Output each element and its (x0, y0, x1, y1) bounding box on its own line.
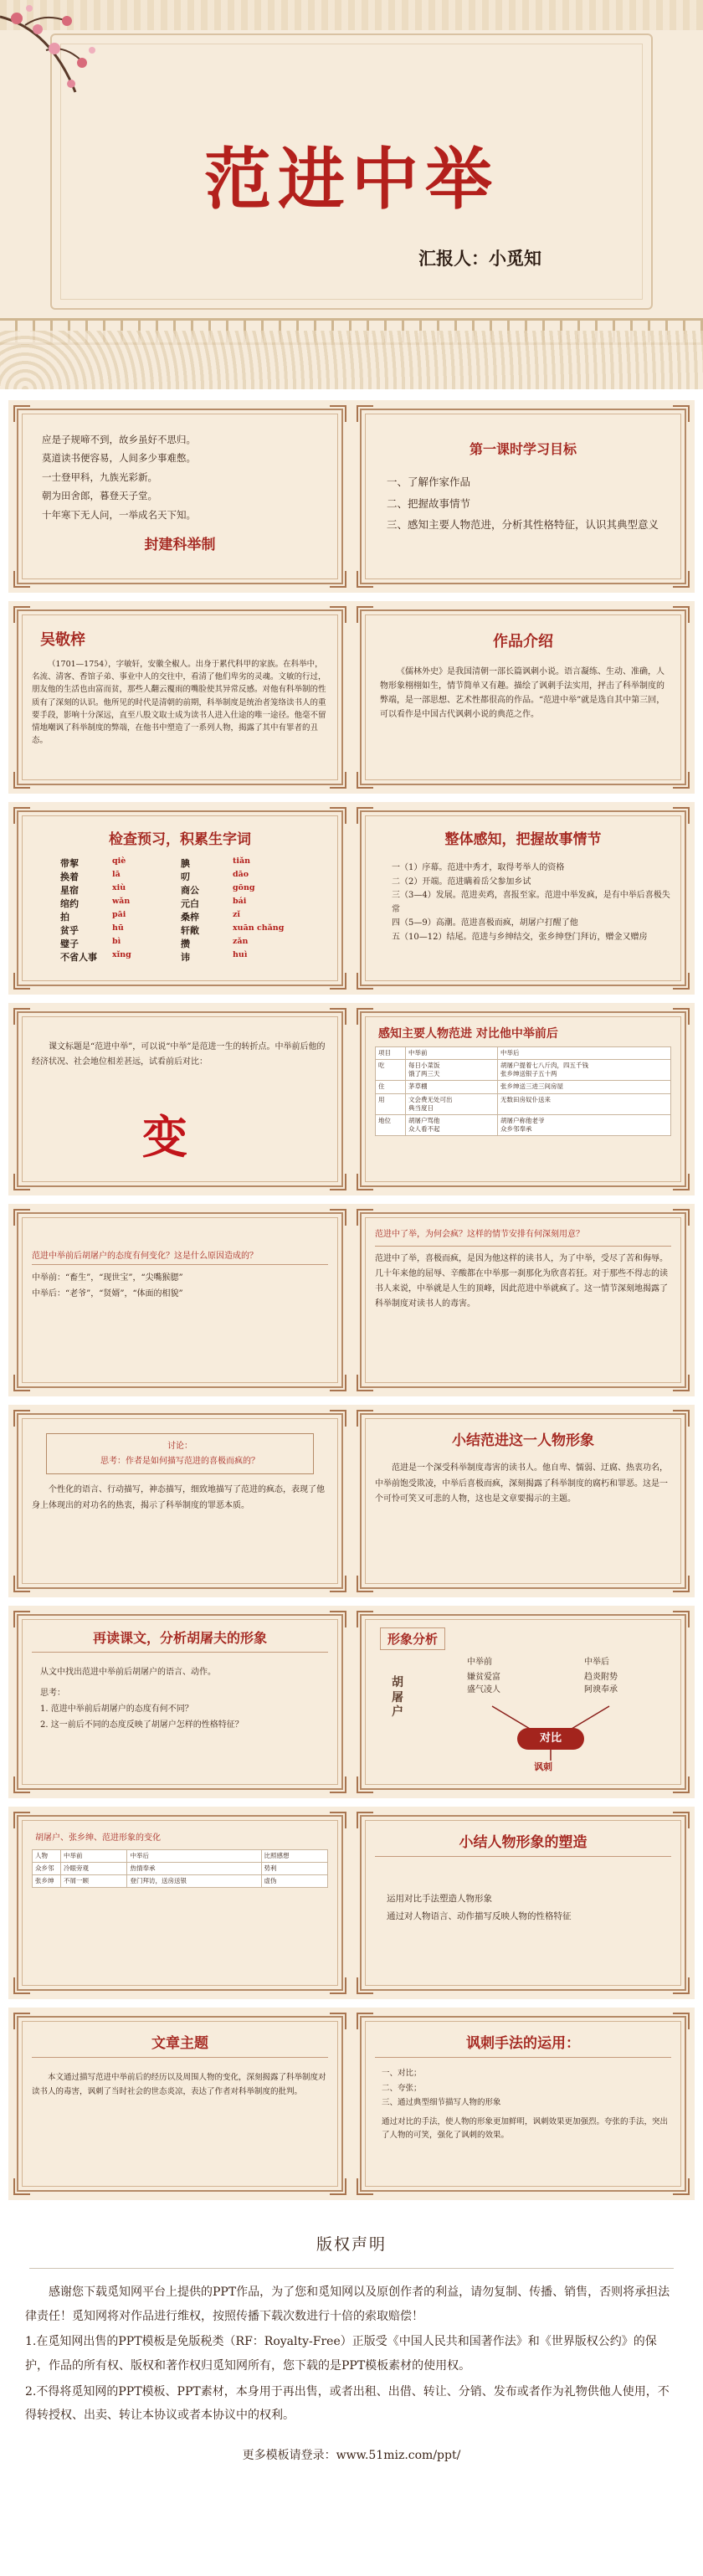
cover-title: 范进中举 (204, 140, 499, 219)
satire-item: 三、通过典型细节描写人物的形象 (382, 2098, 501, 2108)
table-header: 人物 (33, 1850, 61, 1863)
contrast-question: 课文标题是“范进中举”，可以说“中举”是范进一生的转折点。中举前后他的经济状况、社会地位相差甚远，试看前后对比： (32, 1042, 326, 1067)
contrast-table-title: 感知主要人物范进 对比他中举前后 (378, 1027, 558, 1041)
satire-item: 二、夸张； (382, 2083, 422, 2093)
slide-contrast-table (352, 1003, 695, 1195)
copyright-section (0, 2210, 703, 2576)
contrast-badge: 对比 (517, 1728, 584, 1750)
table2-title: 胡屠户、张乡绅、范进形象的变化 (35, 1833, 161, 1843)
discussion-box (46, 1433, 314, 1474)
vocab-word: 绾约 (60, 898, 79, 909)
table-cell: 张乡绅送三进三间房屋 (497, 1081, 670, 1093)
vocab-pinyin: bái (233, 897, 247, 906)
table-cell: 热情奉承 (127, 1863, 261, 1875)
objective-item: 二、把握故事情节 (387, 496, 471, 510)
plot-item: 五（10—12）结尾。范进与乡绅结交，张乡绅登门拜访，赠金又赠房 (392, 932, 648, 942)
summary2-line: 通过对人物语言、动作描写反映人物的性格特征 (387, 1911, 572, 1921)
table-cell: 众乡邻 (33, 1863, 61, 1875)
slide-summary-image (352, 1807, 695, 1999)
poem-caption: 封建科举制 (144, 537, 216, 553)
objectives-title: 第一课时学习目标 (469, 441, 577, 457)
vocab-pinyin: xiù (112, 883, 126, 892)
table-header: 中举前 (61, 1850, 127, 1863)
objective-item: 一、了解作家作品 (387, 476, 471, 488)
satire-item: 一、对比； (382, 2069, 422, 2078)
table-cell: 地位 (376, 1114, 406, 1135)
plot-item: 二（2）开端。范进瞒着岳父参加乡试 (392, 877, 531, 887)
vocab-word: 带挈 (60, 858, 79, 869)
slide-hu-question (8, 1204, 352, 1396)
table-cell: 吃 (376, 1060, 406, 1081)
vocab-word: 叨 (181, 872, 190, 882)
copyright-item: 2.不得将觅知网的PPT模板、PPT素材，本身用于再出售，或者出租、出借、转让、分销、发布或者作为礼物供他人使用，不得转授权、出卖、转让本协议或者本协议中的权利。 (25, 2384, 670, 2423)
table-cell: 势利 (261, 1863, 328, 1875)
image-analysis-title: 形象分析 (380, 1627, 445, 1650)
table-cell: 不屑一顾 (61, 1875, 127, 1888)
copyright-title: 版权声明 (316, 2235, 387, 2254)
role-label: 胡屠户 (392, 1676, 403, 1719)
vocab-word: 换着 (60, 872, 79, 882)
objective-item: 三、感知主要人物范进，分析其性格特征，认识其典型意义 (387, 518, 659, 532)
table-header: 项目 (376, 1047, 406, 1060)
table-row (376, 1060, 671, 1081)
vocab-pinyin: wǎn (112, 897, 131, 906)
vocab-word: 星宿 (60, 885, 79, 896)
table-header: 比照感想 (261, 1850, 328, 1863)
vocab-word: 商公 (181, 885, 199, 896)
cover-slide (0, 0, 703, 389)
slide-poem (8, 400, 352, 593)
table-cell: 胡屠户骂他 众人看不起 (406, 1114, 498, 1135)
vocab-pinyin: dāo (233, 870, 249, 879)
slide-satire (352, 2008, 695, 2200)
plot-item: 一（1）序幕。范进中秀才，取得考举人的资格 (392, 863, 565, 872)
madness-answer: 范进中了举，喜极而疯，是因为他这样的读书人，为了中举，受尽了苦和侮辱。几十年来他的屈辱、辛酸都在中举那一刹那化为欣喜若狂。对于那些不得志的读书人来说，中举就是人生的顶峰，因此范进中举就疯了。这一情节深刻地揭露了科举制度对读书人的毒害。 (375, 1253, 668, 1309)
after-label: 中举后 (584, 1658, 609, 1667)
vocab-word: 璧子 (60, 938, 79, 949)
slide-work (352, 601, 695, 794)
copyright-item: 1.在觅知网出售的PPT模板是免版税类（RF：Royalty-Free）正版受《中国人民共和国著作法》和《世界版权公约》的保护，作品的所有权、版权和著作权归觅知网所有，您下载的是PPT模板素材的使用权。 (25, 2335, 657, 2373)
vocab-pinyin: zǐ (233, 910, 241, 919)
table-header-row (376, 1047, 671, 1060)
discussion-question: 思考：作者是如何描写范进的喜极而疯的？ (100, 1456, 259, 1466)
satire-label: 讽刺 (534, 1761, 552, 1772)
hu-image-q1: 1. 范进中举前后胡屠户的态度有何不同？ (40, 1704, 193, 1714)
before-traits: 嫌贫爱富 盛气凌人 (467, 1673, 500, 1694)
vocab-word: 贫乎 (60, 925, 79, 936)
table-cell: 虚伪 (261, 1875, 328, 1888)
poem-lines (42, 430, 318, 524)
copyright-divider (29, 2268, 674, 2269)
vocab-word: 不省人事 (60, 952, 97, 963)
poem-line: 朝为田舍郎，暮登天子堂。 (42, 490, 157, 502)
table-row (376, 1093, 671, 1114)
table-cell: 张乡绅 (33, 1875, 61, 1888)
vocab-word: 拍 (60, 912, 69, 923)
author-bio: （1701—1754），字敏轩，安徽全椒人。出身于累代科甲的家族。在科举中，名流、清客、香馆子弟、事业中人的交往中，看清了他们卑劣的灵魂。文敏的行过，朋友他的生活也由富而贫，那些人翻云覆雨的嘴脸使其异常反感。对他有科举制的性质有了深刻的认识。他所见的时代是清朝的前期，科举制度是统治者笼络读书人的重要手段，影响十分深远，直至八股文取士成为读书人进入仕途的唯一途径。他毫不留情地嘲讽了科举制度的弊端，在他书中塑造了一系列人物，揭露了其中有罪者的丑态。 (32, 660, 326, 746)
slide-discussion (8, 1405, 352, 1597)
table-cell: 胡屠户称他老爷 众乡邻奉承 (497, 1114, 670, 1135)
table-cell: 住 (376, 1081, 406, 1093)
slide-plot (352, 802, 695, 995)
slide-summary-fanjin (352, 1405, 695, 1597)
vocab-pinyin: gōng (233, 883, 255, 892)
table-header: 中举后 (497, 1047, 670, 1060)
table-header: 中举前 (406, 1047, 498, 1060)
hu-answer-after: 中举后：“老爷”，“贤婿”，“体面的相貌” (32, 1289, 183, 1298)
vocab-pinyin: qiè (112, 856, 126, 866)
after-traits: 趋炎附势 阿谀奉承 (584, 1673, 618, 1694)
vocab-word: 腆 (181, 858, 190, 869)
vocab-word: 攒 (181, 938, 190, 949)
summary-title: 小结范进这一人物形象 (452, 1432, 594, 1449)
vocab-word: 讳 (181, 952, 190, 963)
poem-line: 一士登甲科，九族光彩新。 (42, 470, 157, 483)
table-cell: 文会费无处可出 典当度日 (406, 1093, 498, 1114)
vocab-word: 元白 (181, 898, 199, 909)
table-cell: 登门拜访，送房送银 (127, 1875, 261, 1888)
author-name: 吴敬梓 (40, 631, 85, 649)
summary2-line: 运用对比手法塑造人物形象 (387, 1894, 492, 1904)
slide-madness (352, 1204, 695, 1396)
cover-reporter: 汇报人：小觅知 (418, 248, 541, 269)
table-cell: 冷眼旁观 (61, 1863, 127, 1875)
vocab-grid (32, 856, 328, 964)
table-row (376, 1081, 671, 1093)
plot-item: 四（5—9）高潮。范进喜极而疯，胡屠户打醒了他 (392, 918, 578, 928)
plot-item: 三（3—4）发展。范进卖鸡，喜报至家。范进中举发疯，是有中举后喜极失常 (392, 891, 670, 914)
cover-wave-pattern (0, 331, 703, 389)
table-row (376, 1114, 671, 1135)
discussion-label: 讨论： (167, 1442, 192, 1451)
table-cell: 用 (376, 1093, 406, 1114)
summary-body: 范进是一个深受科举制度毒害的读书人。他自卑、懦弱、迂腐、热衷功名，中举前饱受欺凌，中举后喜极而疯，深刻揭露了科举制度的腐朽和罪恶。这是一个可怜可笑又可悲的人物，这也是文章要揭示的主题。 (375, 1463, 668, 1504)
table-row (33, 1875, 328, 1888)
vocab-pinyin: lā (112, 870, 121, 879)
theme-body: 本文通过描写范进中举前后的经历以及周围人物的变化，深刻揭露了科举制度对读书人的毒害，讽刺了当时社会的世态炎凉，表达了作者对科举制度的批判。 (32, 2073, 326, 2096)
hu-image-think: 思考： (40, 1689, 65, 1698)
table-header: 中举后 (127, 1850, 261, 1863)
vocab-pinyin: hū (112, 923, 124, 933)
table-cell: 每日小菜饭 饿了两三天 (406, 1060, 498, 1081)
vocab-pinyin: zǎn (233, 937, 249, 946)
work-title: 作品介绍 (493, 633, 553, 650)
vocab-pinyin: huì (233, 950, 248, 959)
table-cell: 胡屠户提着七八斤肉，四五千钱 张乡绅送银子五十两 (497, 1060, 670, 1081)
more-templates-link[interactable]: 更多模板请登录：www.51miz.com/ppt/ (242, 2449, 461, 2463)
before-label: 中举前 (467, 1658, 492, 1667)
poem-line: 应是子规啼不到，故乡虽好不思归。 (42, 434, 196, 445)
slide-table2 (8, 1807, 352, 1999)
theme-title: 文章主题 (32, 2031, 328, 2058)
hu-image-q2: 2. 这一前后不同的态度反映了胡屠户怎样的性格特征？ (40, 1720, 244, 1730)
discussion-body: 个性化的语言、行动描写，神态描写，细致地描写了范进的疯态，表现了他身上体现出的对功名的热衷，揭示了科举制度的罪恶本质。 (32, 1485, 325, 1510)
satire-title: 讽刺手法的运用： (375, 2031, 671, 2058)
table-header-row (33, 1850, 328, 1863)
vocab-pinyin: xǐng (112, 950, 131, 959)
hu-image-body: 从文中找出范进中举前后胡屠户的语言、动作。 (40, 1668, 216, 1677)
table-row (33, 1863, 328, 1875)
vocab-word: 桑梓 (181, 912, 199, 923)
satire-body: 通过对比的手法，使人物的形象更加鲜明，讽刺效果更加强烈。夸张的手法，突出了人物的可笑，强化了讽刺的效果。 (382, 2116, 669, 2140)
slide-author (8, 601, 352, 794)
vocab-word: 轩敞 (181, 925, 199, 936)
contrast-table (375, 1046, 671, 1136)
summary2-title: 小结人物形象的塑造 (375, 1830, 671, 1857)
vocab-pinyin: pāi (112, 910, 126, 919)
work-body: 《儒林外史》是我国清朝一部长篇讽刺小说。语言凝练、生动、准确，人物形象栩栩如生，情节简单又有趣。描绘了讽刺手法实用，抨击了科举制度的弊端，是一部思想、艺术性都很高的作品。“范进中举”就是选自其中第三回，可以看作是中国古代讽刺小说的典范之作。 (380, 667, 665, 719)
hu-image-title: 再读课文，分析胡屠夫的形象 (32, 1627, 328, 1653)
vocab-pinyin: xuān chǎng (233, 923, 285, 933)
hu-question: 范进中举前后胡屠户的态度有何变化？这是什么原因造成的？ (32, 1249, 328, 1265)
poem-line: 十年寒下无人问，一举成名天下知。 (42, 508, 196, 521)
table-cell: 无数田房奴仆送来 (497, 1093, 670, 1114)
character-table (32, 1849, 328, 1888)
change-character: 变 (142, 1110, 187, 1164)
vocab-pinyin: tiǎn (233, 856, 251, 866)
madness-question: 范进中了举，为何会疯？这样的情节安排有何深刻用意？ (375, 1227, 671, 1247)
slide-theme (8, 2008, 352, 2200)
slide-change (8, 1003, 352, 1195)
vocab-title: 检查预习，积累生字词 (109, 831, 251, 848)
plot-title: 整体感知，把握故事情节 (444, 831, 602, 848)
slide-xingxiang (352, 1606, 695, 1798)
copyright-para: 感谢您下载觅知网平台上提供的PPT作品，为了您和觅知网以及原创作者的利益，请勿复制、传播、销售，否则将承担法律责任！觅知网将对作品进行维权，按照传播下载次数进行十倍的索取赔偿！ (25, 2285, 670, 2323)
poem-line: 莫道读书便容易，人间多少事难憋。 (42, 452, 196, 465)
table-cell: 茅草棚 (406, 1081, 498, 1093)
slide-hu-image (8, 1606, 352, 1798)
vocab-pinyin: bì (112, 937, 121, 946)
slide-vocab (8, 802, 352, 995)
hu-answer-before: 中举前：“畜生”，“现世宝”，“尖嘴猴腮” (32, 1273, 183, 1283)
plum-blossom-decoration (0, 0, 134, 126)
slide-objectives (352, 400, 695, 593)
